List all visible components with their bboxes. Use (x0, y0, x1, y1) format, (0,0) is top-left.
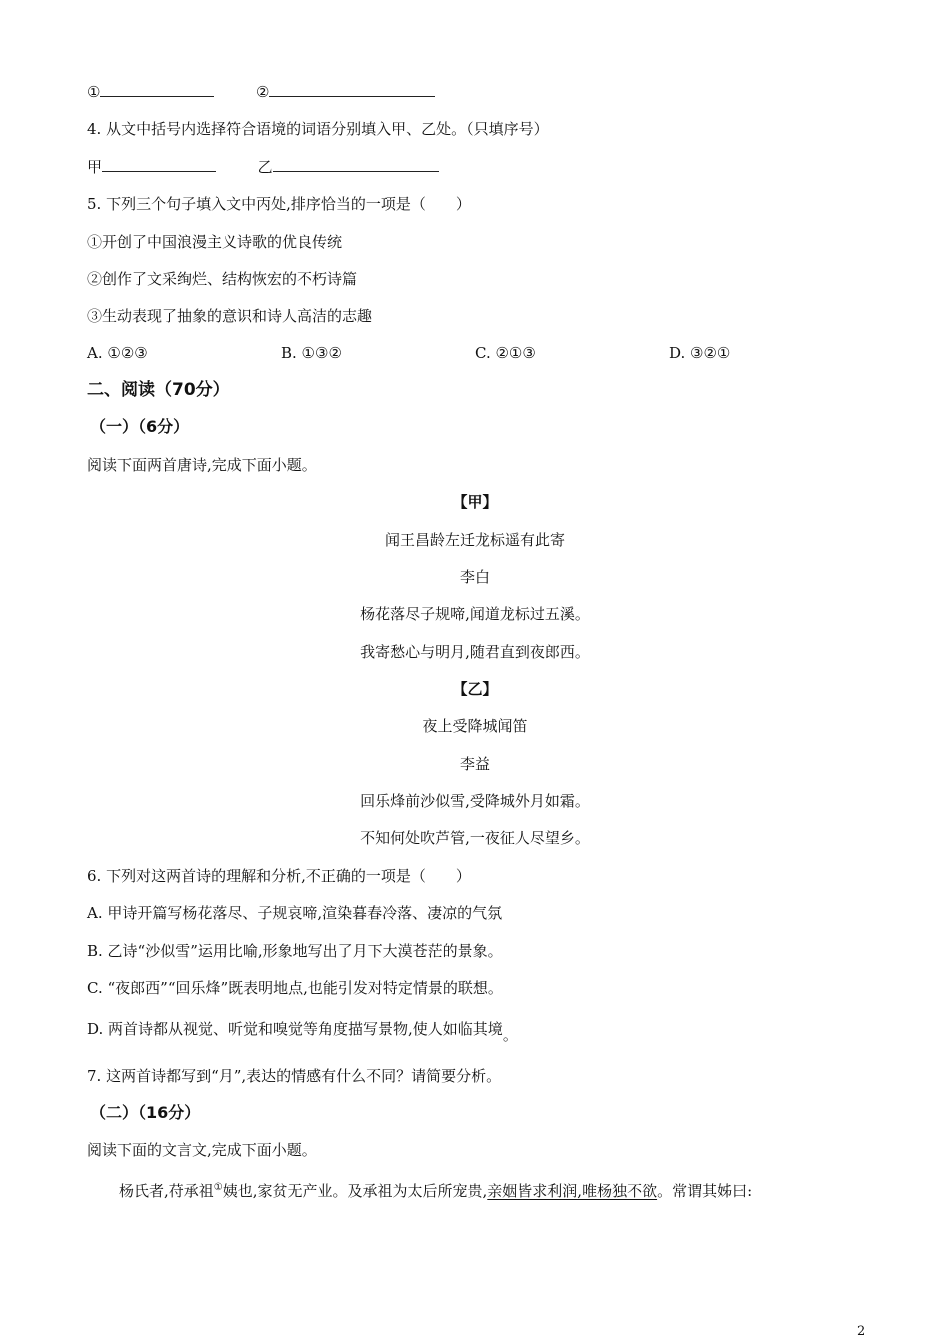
classical-passage: 杨氏者,苻承祖①姨也,家贫无产业。及承祖为太后所宠贵,亲姻皆求利润,唯杨独不欲。常谓其姊曰: (119, 1182, 753, 1200)
poem-yi-tag: 【乙】 (452, 680, 498, 698)
q5-sentence-1: ①开创了中国浪漫主义诗歌的优良传统 (87, 233, 343, 251)
poem-jia-line-2: 我寄愁心与明月,随君直到夜郎西。 (360, 643, 590, 661)
answer-blank-yi[interactable] (273, 157, 439, 172)
part-2-heading: （二）（16分） (90, 1103, 201, 1122)
poem-jia-author: 李白 (459, 568, 490, 586)
q6-option-b[interactable]: B. 乙诗“沙似雪”运用比喻,形象地写出了月下大漠苍茫的景象。 (87, 942, 503, 960)
footnote-marker[interactable]: ① (213, 1182, 223, 1193)
q5-option-d[interactable]: D. ③②① (669, 344, 731, 362)
question-7-stem: 7. 这两首诗都写到“月”,表达的情感有什么不同？请简要分析。 (87, 1067, 502, 1085)
blank-label-2: ② (256, 83, 270, 101)
q6-option-d-text: D. 两首诗都从视觉、听觉和嗅觉等角度描写景物,使人如临其境 (87, 1020, 503, 1038)
q4-answer-blanks (87, 157, 439, 177)
q3-answer-blanks (87, 82, 435, 102)
poem-jia-tag: 【甲】 (452, 493, 498, 511)
blank-label-yi: 乙 (257, 158, 273, 176)
question-4-stem: 4. 从文中括号内选择符合语境的词语分别填入甲、乙处。（只填序号） (87, 120, 549, 138)
q6-option-d-period: 。 (502, 1026, 518, 1044)
poem-yi-line-1: 回乐烽前沙似雪,受降城外月如霜。 (360, 792, 590, 810)
page-number: 2 (857, 1324, 866, 1339)
q6-option-d[interactable] (87, 1019, 518, 1044)
q5-sentence-3: ③生动表现了抽象的意识和诗人高洁的志趣 (87, 307, 373, 325)
q5-sentence-2: ②创作了文采绚烂、结构恢宏的不朽诗篇 (87, 270, 358, 288)
part-2-intro: 阅读下面的文言文,完成下面小题。 (87, 1141, 317, 1159)
poem-yi-title: 夜上受降城闻笛 (422, 717, 528, 735)
part-1-intro: 阅读下面两首唐诗,完成下面小题。 (87, 456, 317, 474)
underlined-phrase: 亲姻皆求利润,唯杨独不欲 (487, 1182, 658, 1200)
question-5-stem: 5. 下列三个句子填入文中丙处,排序恰当的一项是（ ） (87, 195, 471, 213)
poem-yi-author: 李益 (459, 755, 490, 773)
answer-blank-jia[interactable] (102, 157, 216, 172)
blank-label-jia: 甲 (87, 158, 103, 176)
q6-option-c[interactable]: C. “夜郎西”“回乐烽”既表明地点,也能引发对特定情景的联想。 (87, 979, 503, 997)
question-6-stem: 6. 下列对这两首诗的理解和分析,不正确的一项是（ ） (87, 867, 471, 885)
section-2-heading: 二、阅读（70分） (87, 380, 230, 400)
q5-option-a[interactable]: A. ①②③ (87, 344, 148, 362)
poem-jia-title: 闻王昌龄左迁龙标遥有此寄 (384, 531, 565, 549)
answer-blank-1[interactable] (100, 82, 214, 97)
part-1-heading: （一）（6分） (90, 417, 190, 436)
poem-jia-line-1: 杨花落尽子规啼,闻道龙标过五溪。 (360, 605, 590, 623)
q6-option-a[interactable]: A. 甲诗开篇写杨花落尽、子规哀啼,渲染暮春冷落、凄凉的气氛 (87, 904, 503, 922)
poem-yi-line-2: 不知何处吹芦管,一夜征人尽望乡。 (360, 829, 590, 847)
answer-blank-2[interactable] (269, 82, 435, 97)
blank-label-1: ① (87, 83, 101, 101)
q5-option-c[interactable]: C. ②①③ (475, 344, 536, 362)
q5-option-b[interactable]: B. ①③② (281, 344, 342, 362)
